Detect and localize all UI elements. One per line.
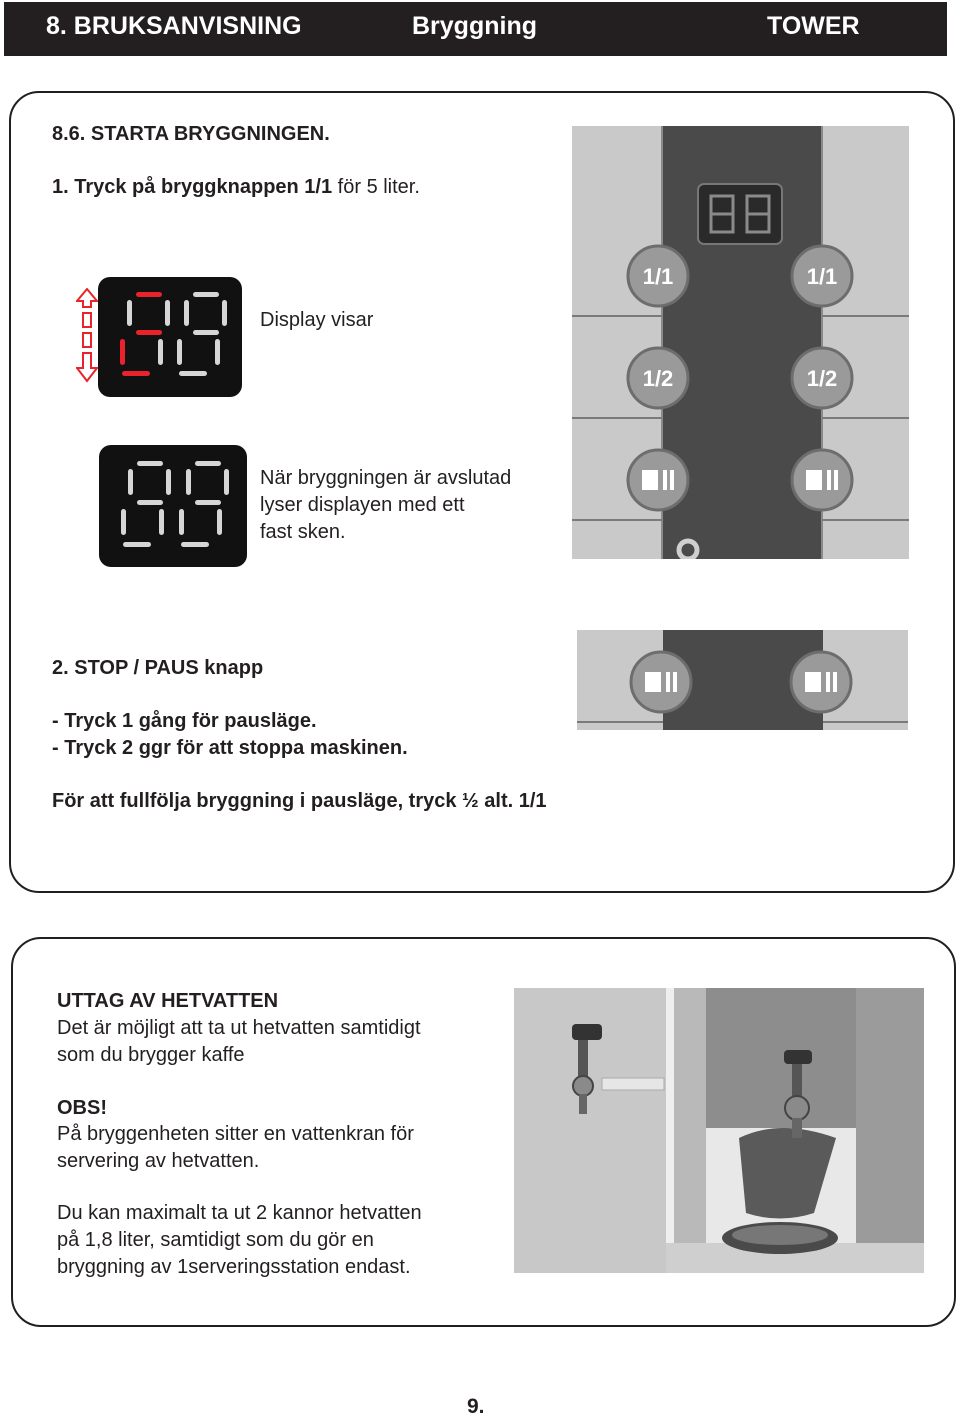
max-line-1: Du kan maximalt ta ut 2 kannor hetvatten — [57, 1202, 422, 1224]
step2-line-1: - Tryck 1 gång för pausläge. — [52, 710, 317, 732]
section-title: 8. BRUKSANVISNING — [46, 12, 302, 40]
resume-note: För att fullfölja bryggning i pausläge, tryck ½ alt. 1/1 — [52, 790, 547, 812]
btn-half-left-label: 1/2 — [642, 366, 674, 391]
hot-water-heading: UTTAG AV HETVATTEN — [57, 990, 279, 1012]
step2-heading: 2. STOP / PAUS knapp — [52, 657, 264, 679]
blinking-display-icon — [98, 277, 242, 397]
obs-line-1: På bryggenheten sitter en vattenkran för — [57, 1123, 414, 1145]
step1-suffix: för 5 liter. — [332, 176, 420, 198]
obs-label: OBS! — [57, 1097, 107, 1119]
hot-water-tap-photo — [514, 988, 924, 1273]
topic-title: Bryggning — [412, 12, 537, 40]
stop-pause-buttons-photo — [577, 630, 908, 730]
btn-full-left-label: 1/1 — [642, 264, 674, 289]
step1-text — [52, 174, 420, 201]
obs-line-2: servering av hetvatten. — [57, 1150, 260, 1172]
btn-full-right-label: 1/1 — [806, 264, 838, 289]
blink-arrow-icon — [76, 288, 98, 383]
hot-water-line-1: Det är möjligt att ta ut hetvatten samtidigt — [57, 1017, 421, 1039]
control-panel-photo — [572, 126, 909, 559]
finished-line-3: fast sken. — [260, 521, 346, 543]
btn-half-right-label: 1/2 — [806, 366, 838, 391]
display-note: Display visar — [260, 309, 374, 331]
model-title: TOWER — [767, 12, 860, 40]
hot-water-line-2: som du brygger kaffe — [57, 1044, 245, 1066]
page-header — [4, 2, 947, 56]
step1-prefix: 1. Tryck på bryggknappen 1/1 — [52, 176, 333, 198]
page-number: 9. — [467, 1395, 485, 1418]
max-line-2: på 1,8 liter, samtidigt som du gör en — [57, 1229, 374, 1251]
finished-line-2: lyser displayen med ett — [260, 494, 465, 516]
step2-line-2: - Tryck 2 ggr för att stoppa maskinen. — [52, 737, 408, 759]
panel-heading: 8.6. STARTA BRYGGNINGEN. — [52, 123, 330, 145]
finished-line-1: När bryggningen är avslutad — [260, 467, 512, 489]
max-line-3: bryggning av 1serveringsstation endast. — [57, 1256, 411, 1278]
steady-display-icon — [99, 445, 247, 567]
